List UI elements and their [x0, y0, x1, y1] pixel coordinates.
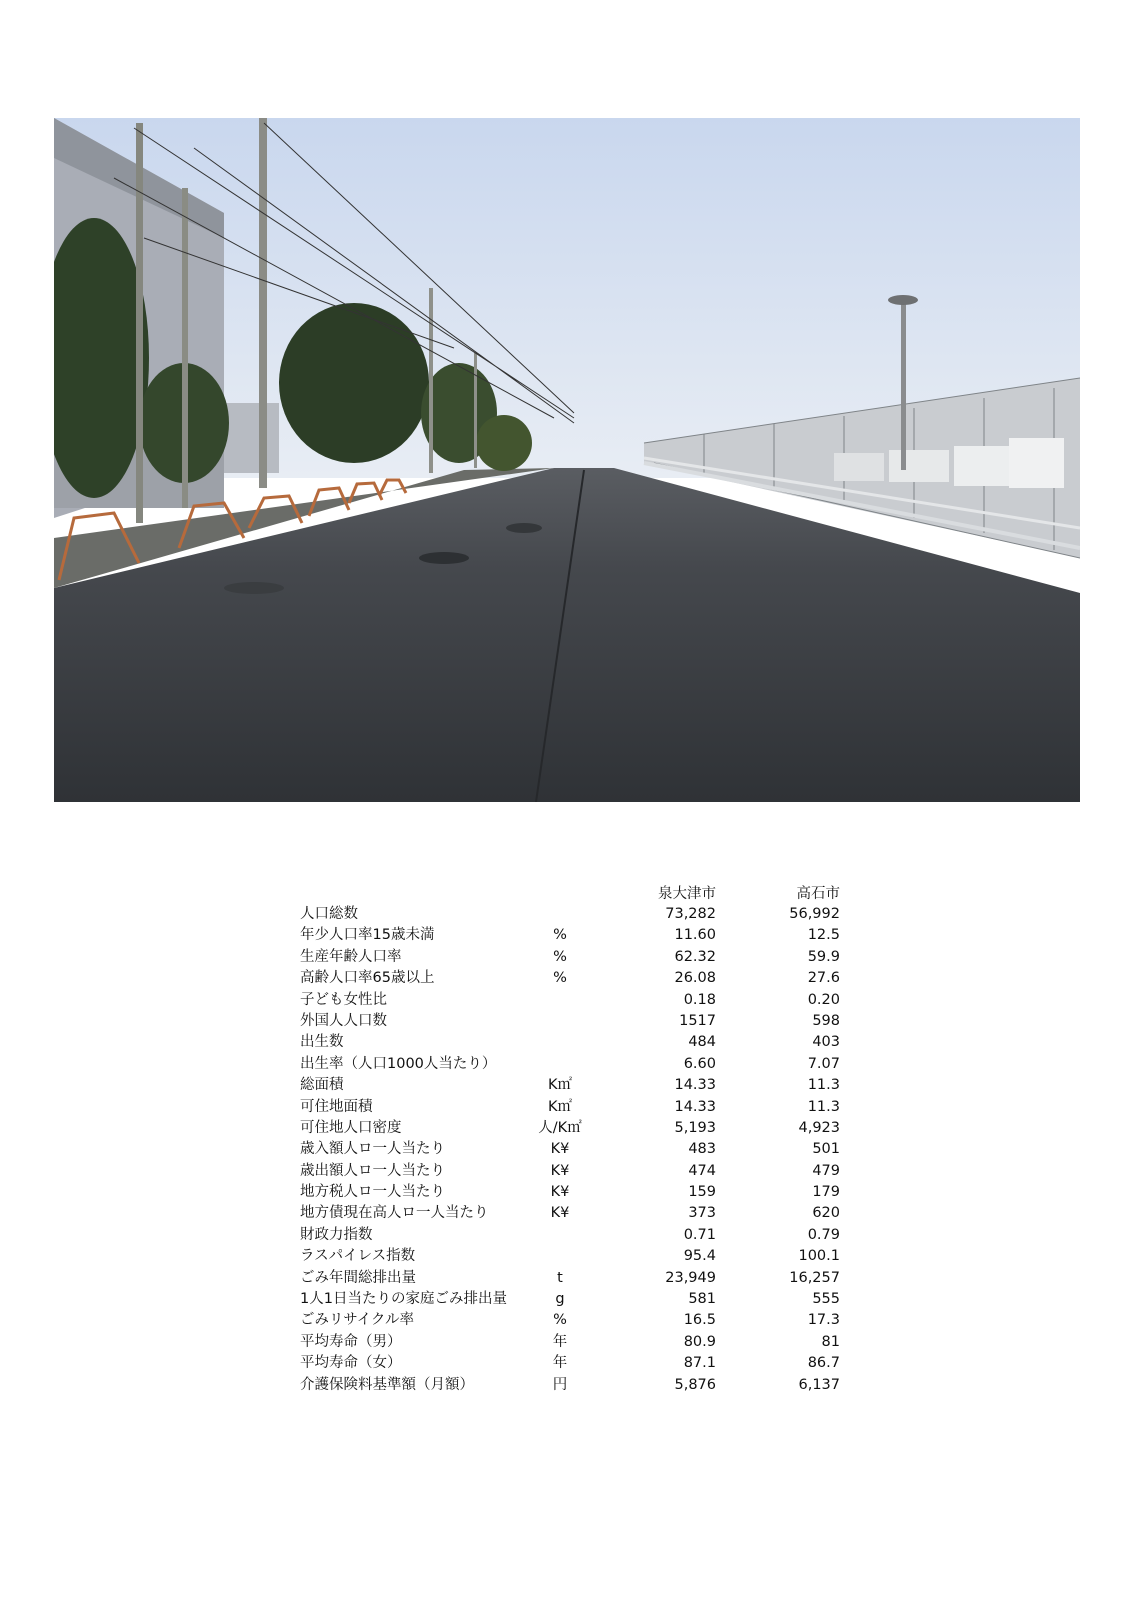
row-unit: K㎡ [547, 1098, 572, 1115]
row-value-city1: 5,193 [674, 1119, 716, 1136]
row-label: 外国人人口数 [300, 1012, 387, 1029]
row-unit: % [553, 970, 567, 987]
table-header [300, 884, 840, 904]
row-label: ごみリサイクル率 [300, 1312, 414, 1329]
row-value-city2: 7.07 [807, 1055, 840, 1072]
row-value-city2: 100.1 [798, 1248, 840, 1265]
row-value-city2: 179 [812, 1184, 840, 1201]
table-row [300, 1310, 840, 1331]
table-row [300, 1161, 840, 1182]
table-row [300, 1332, 840, 1353]
row-unit: 年 [552, 1355, 568, 1372]
row-label: 高齢人口率65歳以上 [300, 970, 435, 987]
row-value-city1: 581 [688, 1291, 716, 1308]
row-value-city1: 0.71 [683, 1226, 716, 1243]
row-value-city2: 27.6 [807, 970, 840, 987]
row-value-city2: 6,137 [798, 1376, 840, 1393]
row-label: 年少人口率15歳未満 [300, 927, 435, 944]
row-value-city1: 484 [688, 1034, 716, 1051]
row-label: ごみ年間総排出量 [300, 1269, 416, 1286]
row-label: 介護保険料基準額（月額） [300, 1376, 474, 1393]
row-value-city2: 0.79 [807, 1226, 840, 1243]
row-label: 歳出額人ロ一人当たり [300, 1162, 445, 1179]
row-label: 総面積 [300, 1077, 344, 1094]
table-row [300, 1268, 840, 1289]
row-value-city2: 479 [812, 1162, 840, 1179]
row-value-city1: 1517 [679, 1012, 716, 1029]
row-label: 出生数 [300, 1034, 344, 1051]
row-value-city1: 159 [688, 1184, 716, 1201]
row-label: 財政力指数 [300, 1226, 373, 1243]
row-label: 可住地面積 [300, 1098, 373, 1115]
row-value-city2: 12.5 [807, 927, 840, 944]
row-unit: K¥ [550, 1162, 570, 1179]
table-row [300, 904, 840, 925]
table-row [300, 1182, 840, 1203]
row-value-city1: 6.60 [683, 1055, 716, 1072]
row-value-city2: 0.20 [807, 991, 840, 1008]
table-row [300, 947, 840, 968]
row-value-city1: 80.9 [683, 1333, 716, 1350]
column-header-city1: 泉大津市 [658, 886, 716, 902]
row-value-city1: 483 [688, 1141, 716, 1158]
row-value-city1: 474 [688, 1162, 716, 1179]
table-row [300, 1289, 840, 1310]
row-label: 地方税人ロ一人当たり [300, 1184, 445, 1201]
row-unit: % [553, 948, 567, 965]
row-value-city2: 555 [812, 1291, 840, 1308]
table-row [300, 990, 840, 1011]
row-label: 1人1日当たりの家庭ごみ排出量 [300, 1291, 507, 1308]
row-value-city1: 23,949 [665, 1269, 716, 1286]
table-row [300, 1011, 840, 1032]
row-unit: g [555, 1291, 565, 1308]
row-label: 人口総数 [300, 906, 358, 922]
row-unit: K¥ [550, 1141, 570, 1158]
row-label: 平均寿命（女） [300, 1355, 402, 1372]
table-row [300, 1139, 840, 1160]
row-label: 可住地人口密度 [300, 1119, 402, 1136]
row-value-city1: 26.08 [674, 970, 716, 987]
row-value-city1: 5,876 [674, 1376, 716, 1393]
statistics-table [300, 884, 840, 1396]
row-value-city2: 11.3 [807, 1098, 840, 1115]
row-unit: t [557, 1269, 563, 1286]
row-label: ラスパイレス指数 [300, 1248, 416, 1265]
row-value-city2: 620 [812, 1205, 840, 1222]
row-value-city2: 11.3 [807, 1077, 840, 1094]
table-row [300, 1118, 840, 1139]
table-row [300, 925, 840, 946]
row-value-city1: 0.18 [683, 991, 716, 1008]
table-row [300, 1032, 840, 1053]
row-value-city2: 56,992 [789, 906, 840, 922]
table-row [300, 1375, 840, 1396]
row-label: 子ども女性比 [300, 991, 387, 1008]
row-value-city2: 501 [812, 1141, 840, 1158]
row-value-city1: 14.33 [674, 1098, 716, 1115]
row-value-city1: 16.5 [683, 1312, 716, 1329]
row-value-city2: 16,257 [789, 1269, 840, 1286]
row-label: 平均寿命（男） [300, 1333, 402, 1350]
row-unit: 年 [552, 1333, 568, 1350]
row-value-city2: 86.7 [807, 1355, 840, 1372]
row-value-city1: 95.4 [683, 1248, 716, 1265]
row-label: 生産年齢人口率 [300, 948, 402, 965]
table-row [300, 1353, 840, 1374]
row-value-city2: 4,923 [798, 1119, 840, 1136]
table-row [300, 1246, 840, 1267]
row-value-city2: 598 [812, 1012, 840, 1029]
table-row [300, 1225, 840, 1246]
row-value-city1: 62.32 [674, 948, 716, 965]
row-unit: 人/K㎡ [538, 1119, 582, 1136]
table-row [300, 1097, 840, 1118]
row-value-city2: 17.3 [807, 1312, 840, 1329]
row-value-city1: 73,282 [665, 906, 716, 922]
table-row [300, 1203, 840, 1224]
row-value-city1: 11.60 [674, 927, 716, 944]
row-unit: 円 [552, 1376, 568, 1393]
row-value-city2: 81 [821, 1333, 840, 1350]
row-value-city2: 403 [812, 1034, 840, 1051]
row-unit: % [553, 927, 567, 944]
street-photo [54, 118, 1080, 802]
row-label: 地方債現在高人ロ一人当たり [300, 1205, 489, 1222]
row-value-city2: 59.9 [807, 948, 840, 965]
column-header-city2: 高石市 [796, 886, 840, 902]
row-unit: K¥ [550, 1184, 570, 1201]
row-value-city1: 87.1 [683, 1355, 716, 1372]
table-row [300, 1075, 840, 1096]
table-row [300, 1054, 840, 1075]
row-unit: % [553, 1312, 567, 1329]
row-unit: K¥ [550, 1205, 570, 1222]
row-value-city1: 14.33 [674, 1077, 716, 1094]
table-row [300, 968, 840, 989]
row-unit: K㎡ [547, 1077, 572, 1094]
row-value-city1: 373 [688, 1205, 716, 1222]
row-label: 出生率（人口1000人当たり） [300, 1055, 497, 1072]
row-label: 歳入額人ロ一人当たり [300, 1141, 445, 1158]
